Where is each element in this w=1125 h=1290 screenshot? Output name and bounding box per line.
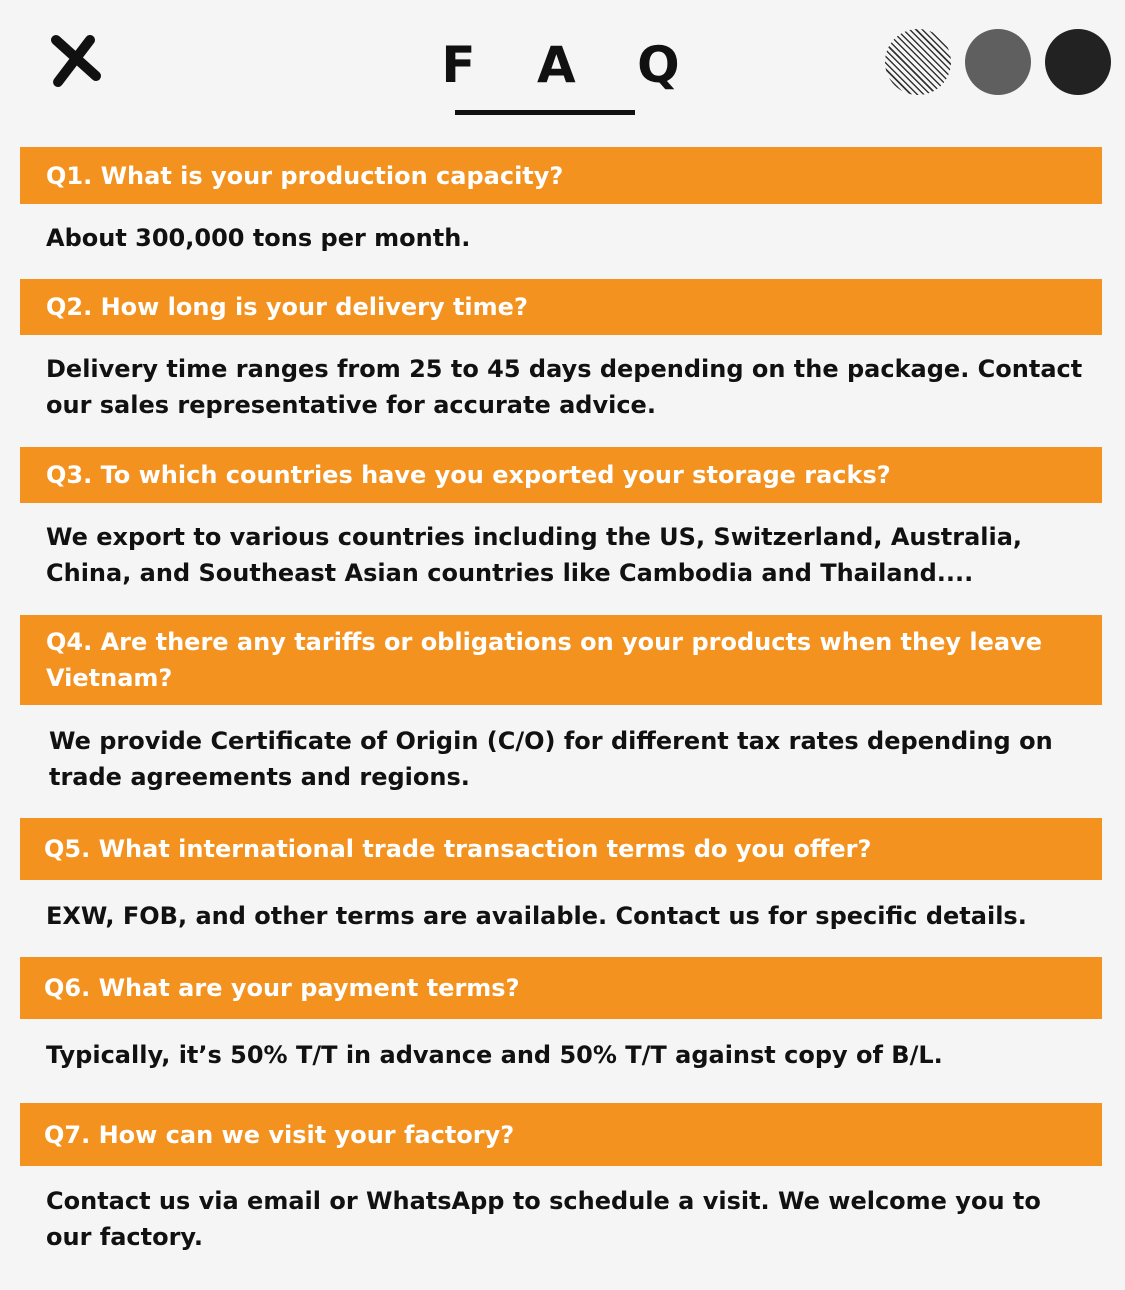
faq-question-1[interactable] (20, 147, 1102, 204)
black-circle-icon (1045, 29, 1111, 95)
faq-question-4[interactable] (20, 615, 1102, 705)
faq-question-6-text: Q6. What are your payment terms? (44, 974, 520, 1002)
faq-question-6[interactable] (20, 957, 1102, 1019)
faq-question-3[interactable] (20, 447, 1102, 503)
faq-question-7[interactable] (20, 1103, 1102, 1166)
faq-answer-6: Typically, it’s 50% T/T in advance and 50% T/T against copy of B/L. (46, 1041, 943, 1069)
faq-answer-3: We export to various countries including the US, Switzerland, Australia, China, and Southeast Asian countries like Cambodia and Thailand.... (46, 523, 1023, 587)
faq-question-1-text: Q1. What is your production capacity? (46, 161, 564, 190)
faq-answer-4: We provide Certificate of Origin (C/O) for different tax rates depending on trade agreements and regions. (49, 727, 1053, 791)
hatched-circle-icon (885, 29, 951, 95)
faq-question-5[interactable] (20, 818, 1102, 880)
faq-question-7-text: Q7. How can we visit your factory? (44, 1120, 515, 1149)
faq-answer-1: About 300,000 tons per month. (46, 224, 471, 252)
faq-answer-5: EXW, FOB, and other terms are available. Contact us for specific details. (46, 902, 1027, 930)
page-title: F A Q (441, 36, 702, 94)
faq-answer-2: Delivery time ranges from 25 to 45 days depending on the package. Contact our sales representative for accurate advice. (46, 355, 1083, 419)
faq-question-3-text: Q3. To which countries have you exported your storage racks? (46, 461, 891, 489)
faq-question-4-text: Q4. Are there any tariffs or obligations on your products when they leave Vietnam? (46, 628, 1042, 692)
faq-question-2-text: Q2. How long is your delivery time? (46, 293, 528, 321)
gray-circle-icon (965, 29, 1031, 95)
faq-question-5-text: Q5. What international trade transaction terms do you offer? (44, 835, 872, 863)
faq-question-2[interactable] (20, 279, 1102, 335)
title-underline (455, 110, 635, 115)
faq-answer-7: Contact us via email or WhatsApp to schedule a visit. We welcome you to our factory. (46, 1187, 1041, 1251)
